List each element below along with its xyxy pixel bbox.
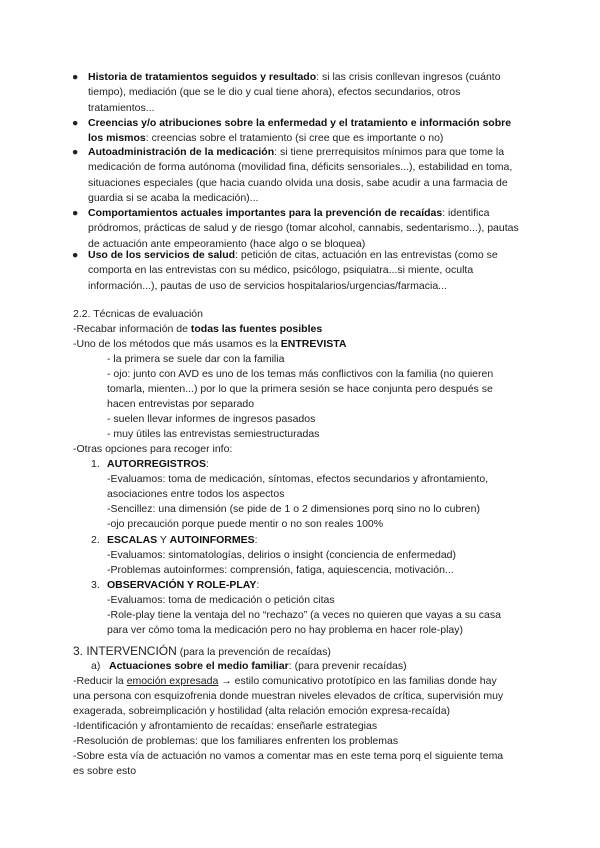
bullet-item: [72, 206, 528, 252]
number: 3.: [91, 579, 100, 591]
text-line: tomarla, mienten...) por lo que la primera sesión se hace conjunta pero después se: [107, 383, 493, 395]
bullet-dot: ●: [72, 146, 79, 158]
text-line: - la primera se suele dar con la familia: [107, 353, 285, 365]
bold-text: OBSERVACIÓN Y ROLE-PLAY: [107, 579, 257, 591]
text-line: [73, 337, 543, 352]
text-line: una persona con esquizofrenia donde muestran niveles elevados de crítica, supervisión muy: [73, 690, 504, 702]
text-line: -ojo precaución porque puede mentir o no son reales 100%: [107, 518, 384, 530]
text: :: [256, 579, 260, 591]
bullet-title: Uso de los servicios de salud: [88, 249, 236, 261]
text-line: [73, 322, 543, 337]
text-line: - suelen llevar informes de ingresos pasados: [107, 413, 316, 425]
text: : (para prevenir recaídas): [288, 660, 407, 672]
text: :: [254, 534, 258, 546]
text: Y: [157, 534, 170, 546]
text: -Uno de los métodos que más usamos es la: [73, 338, 281, 350]
text-line: [73, 674, 543, 689]
text-line: -Sobre esta vía de actuación no vamos a comentar mas en este tema porq el siguiente tema: [73, 750, 504, 762]
bold-text: ESCALAS: [107, 534, 158, 546]
section-heading: [73, 644, 543, 660]
bullet-dot: ●: [72, 117, 79, 129]
text-line: asociaciones entre todos los aspectos: [107, 488, 285, 500]
bullet-title: Autoadministración de la medicación: [88, 146, 275, 158]
text-line: hacen entrevistas por separado: [107, 398, 255, 410]
text-line: -Sencillez: una dimensión (se pide de 1 o 2 dimensiones porq sino no lo cubren): [107, 503, 480, 515]
letter: a): [91, 660, 101, 672]
text-line: -Resolución de problemas: que los familiares enfrenten los problemas: [73, 735, 399, 747]
bullet-title: Comportamientos actuales importantes para la prevención de recaídas: [88, 207, 443, 219]
bullet-title: Historia de tratamientos seguidos y resultado: [88, 71, 317, 83]
bullet-text: : si tiene prerrequisitos mínimos para que tome la medicación de forma autónoma (movilidad fina, déficits sensoriales...), estabilidad en toma, situaciones especiales (que hacia cuando olvida una dosis, sabe acudir a una farmacia de guardia si se acaba la medicación)...: [88, 146, 513, 204]
bullet-item: [72, 116, 528, 147]
bullet-item: [72, 145, 528, 206]
text-line: -Identificación y afrontamiento de recaídas: enseñarle estrategias: [73, 720, 378, 732]
text-line: exagerada, sobreimplicación y hostilidad (alta relación emoción expresa-recaída): [73, 705, 451, 717]
text: -Recabar información de: [73, 323, 191, 335]
text-line: - muy útiles las entrevistas semiestructuradas: [107, 428, 320, 440]
bullet-dot: ●: [72, 207, 79, 219]
bullet-text: : creencias sobre el tratamiento (si cree que es importante o no): [145, 132, 444, 145]
heading-text: 3. INTERVENCIÓN: [73, 644, 177, 658]
bullet-text: : identifica pródromos, prácticas de salud y de riesgo (tomar alcohol, cannabis, sedentarismo...), pautas de actuación ante empeoramiento (hace algo o se bloquea): [88, 207, 519, 250]
text: -Reducir la: [73, 675, 127, 687]
text: (para la prevención de recaídas): [176, 646, 331, 658]
section-heading: 2.2. Técnicas de evaluación: [73, 308, 203, 320]
bold-text: Actuaciones sobre el medio familiar: [109, 660, 289, 672]
text-line: -Evaluamos: toma de medicación, síntomas, efectos secundarios y afrontamiento,: [107, 473, 489, 485]
bullet-item: [72, 248, 528, 294]
bold-text: todas las fuentes posibles: [190, 323, 323, 335]
text-line: es sobre esto: [73, 765, 137, 777]
bold-text: ENTREVISTA: [280, 338, 347, 350]
text-line: -Evaluamos: sintomatologías, delirios o insight (conciencia de enfermedad): [107, 549, 457, 561]
bullet-dot: ●: [72, 249, 79, 261]
bullet-dot: ●: [72, 71, 79, 83]
bullet-text: : petición de citas, actuación en las entrevistas (como se comporta en las entrevistas con su médico, psicólogo, psiquiatra...si miente, oculta información...), pautas de uso de servicios hospitalarios/urgencias/farmacia...: [88, 249, 498, 292]
text: → estilo comunicativo prototípico en las familias donde hay: [218, 675, 497, 687]
text-line: -Otras opciones para recoger info:: [73, 443, 233, 455]
text-line: para ver cómo toma la medicación pero no hay problema en hacer role-play): [107, 624, 464, 636]
text-line: - ojo: junto con AVD es uno de los temas más conflictivos con la familia (no quieren: [107, 368, 494, 380]
bold-text: AUTOINFORMES: [169, 534, 255, 546]
bullet-title: Creencias y/o atribuciones sobre la enfermedad y el tratamiento e información sobre los mismos: [88, 117, 512, 145]
number: 1.: [91, 458, 100, 470]
text-line: -Problemas autoinformes: comprensión, fatiga, aquiescencia, motivación...: [107, 564, 454, 576]
number: 2.: [91, 534, 100, 546]
underlined-text: emoción expresada: [126, 675, 219, 687]
bullet-item: [72, 70, 528, 116]
bullet-text: : si las crisis conllevan ingresos (cuánto tiempo), mediación (que se le dio y cual tiene ahora), efectos secundarios, otros tratamientos...: [88, 71, 501, 114]
text-line: -Evaluamos: toma de medicación o petición citas: [107, 594, 335, 606]
text: :: [205, 458, 209, 470]
bold-text: AUTORREGISTROS: [107, 458, 206, 470]
text-line: -Role-play tiene la ventaja del no “rechazo” (a veces no quieren que vayas a su casa: [107, 609, 501, 621]
